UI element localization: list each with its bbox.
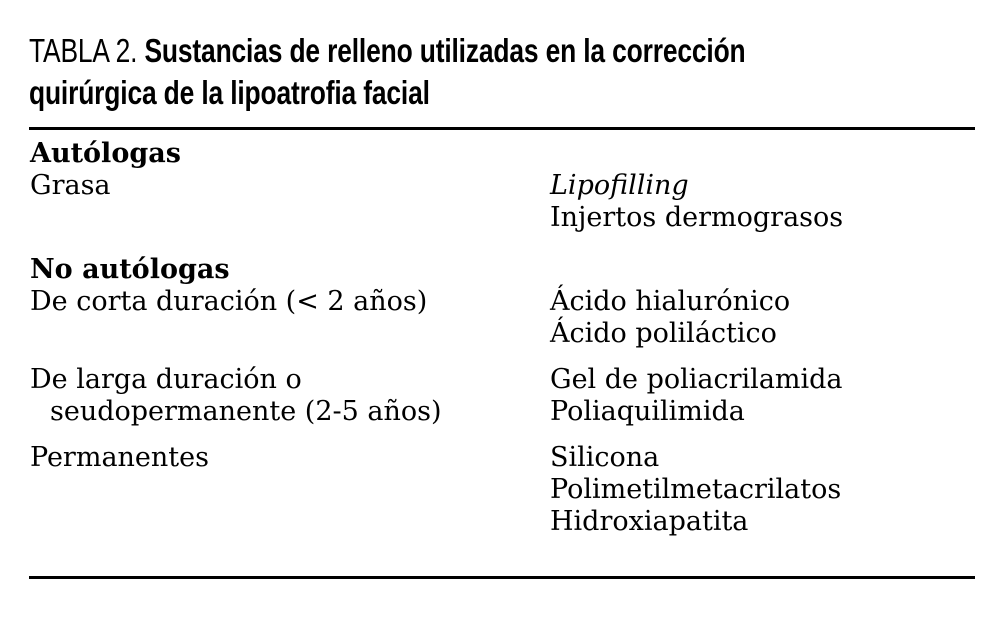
category-cell: [30, 364, 540, 428]
item: Injertos dermograsos: [550, 202, 844, 233]
category-line: Permanentes: [30, 442, 209, 473]
items-cell: [550, 170, 970, 234]
item: Silicona: [550, 442, 660, 473]
items-cell: [550, 364, 970, 428]
item: Gel de poliacrilamida: [550, 364, 843, 395]
table-title: [29, 30, 773, 114]
table-row: [30, 364, 970, 428]
table-body: [30, 138, 970, 538]
category-line: De corta duración (< 2 años): [30, 286, 428, 317]
items-cell: [550, 286, 970, 350]
section-heading-autologas: Autólogas: [30, 138, 181, 169]
items-cell: [550, 442, 970, 538]
table-label: TABLA 2.: [29, 32, 138, 69]
category-cell: [30, 286, 540, 318]
item: Poliaquilimida: [550, 396, 745, 427]
item: Polimetilmetacrilatos: [550, 474, 842, 505]
table-row: [30, 286, 970, 350]
item: Ácido poliláctico: [550, 318, 777, 349]
top-rule: [29, 127, 975, 130]
bottom-rule: [29, 576, 975, 579]
section-heading-no-autologas: No autólogas: [30, 254, 230, 285]
table-row: [30, 170, 970, 234]
item: Lipofilling: [550, 170, 689, 201]
table-title-text: Sustancias de relleno utilizadas en la corrección quirúrgica de la lipoatrofia facial: [29, 32, 746, 111]
table-row: [30, 442, 970, 538]
category-line: Grasa: [30, 170, 111, 201]
item: Hidroxiapatita: [550, 506, 749, 537]
category-cell: [30, 442, 540, 474]
category-line: seudopermanente (2-5 años): [50, 396, 442, 427]
category-cell: [30, 170, 540, 202]
category-line: De larga duración o: [30, 364, 302, 395]
item: Ácido hialurónico: [550, 286, 791, 317]
